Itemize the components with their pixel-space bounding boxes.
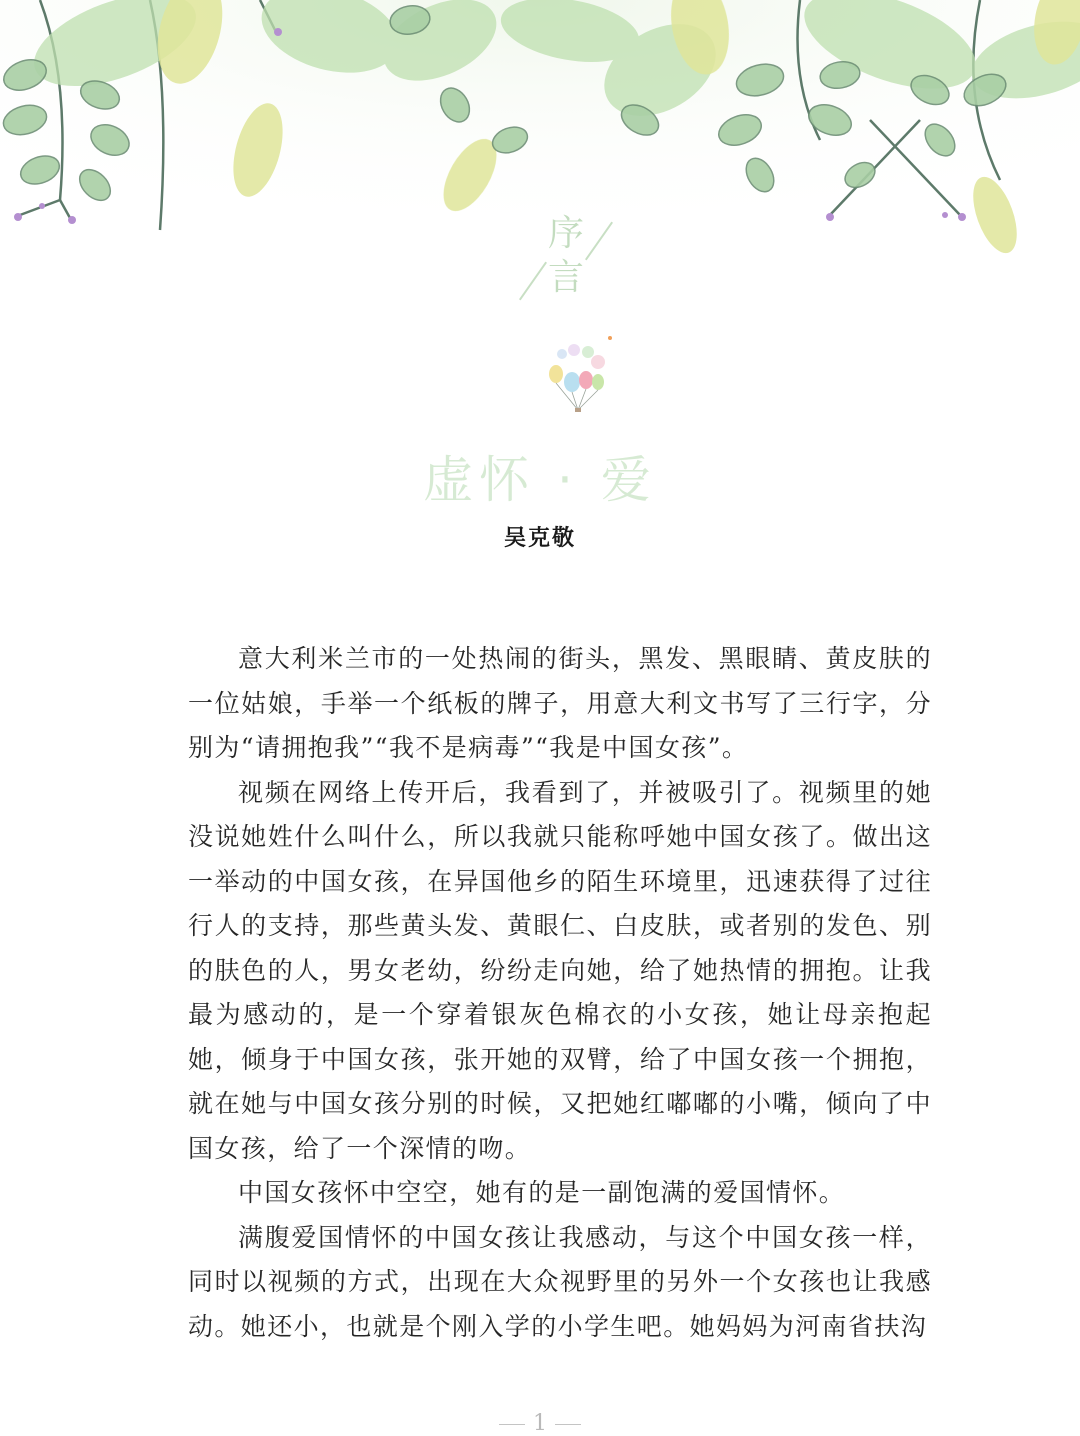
balloons-illustration [540,332,620,417]
page-number [0,1411,1080,1436]
author-name: 吴克敬 [503,525,576,551]
preface-char-2: 言 [548,257,585,298]
paragraph-1: 意大利米兰市的一处热闹的街头，黑发、黑眼睛、黄皮肤的一位姑娘，手举一个纸板的牌子，用意大利文书写了三行字，分别为“请拥抱我”“我不是病毒”“我是中国女孩”。 [188,644,932,762]
preface-heading [510,210,620,305]
essay-body [188,637,932,1349]
page-number-value: 1 [533,1411,547,1436]
preface-char-1: 序 [548,213,585,254]
page-number-dash-left [499,1424,525,1425]
paragraph-2: 视频在网络上传开后，我看到了，并被吸引了。视频里的她没说她姓什么叫什么，所以我就只能称呼她中国女孩了。做出这一举动的中国女孩，在异国他乡的陌生环境里，迅速获得了过往行人的支持，那些黄头发、黄眼仁、白皮肤，或者别的发色、别的肤色的人，男女老幼，纷纷走向她，给了她热情的拥抱。让我最为感动的，是一个穿着银灰色棉衣的小女孩，她让母亲抱起她，倾身于中国女孩，张开她的双臂，给了中国女孩一个拥抱，就在她与中国女孩分别的时候，又把她红嘟嘟的小嘴，倾向了中国女孩，给了一个深情的吻。 [188,777,932,1163]
preface-slash-1 [585,222,613,261]
preface-slash-2 [519,262,547,301]
paragraph-3: 中国女孩怀中空空，她有的是一副饱满的爱国情怀。 [238,1178,846,1207]
essay-title: 虚怀 · 爱 [423,451,657,509]
paragraph-4: 满腹爱国情怀的中国女孩让我感动，与这个中国女孩一样，同时以视频的方式，出现在大众视野里的另外一个女孩也让我感动。她还小，也就是个刚入学的小学生吧。她妈妈为河南省扶沟 [188,1222,932,1341]
page-number-dash-right [555,1424,581,1425]
